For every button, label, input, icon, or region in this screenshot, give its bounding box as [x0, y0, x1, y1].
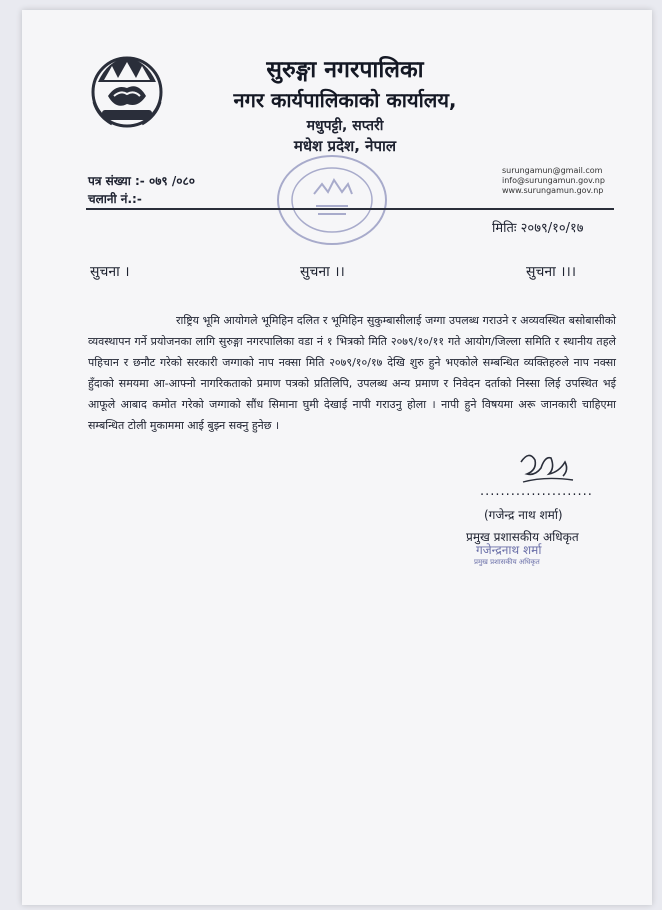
- signatory-name-stamp: गजेन्द्रनाथ शर्मा: [476, 543, 542, 557]
- office-province: मधेश प्रदेश, नेपाल: [293, 137, 397, 155]
- header-divider: [86, 208, 614, 210]
- signatory-name: (गजेन्द्र नाथ शर्मा): [484, 508, 563, 522]
- office-stamp-icon: [272, 150, 392, 250]
- nepal-emblem-icon: [88, 52, 166, 130]
- dispatch-number: चलानी नं.:-: [88, 192, 142, 206]
- office-name: नगर कार्यपालिकाको कार्यालय,: [233, 88, 457, 112]
- notice-body: राष्ट्रिय भूमि आयोगले भूमिहिन दलित र भूमिहिन सुकुम्बासीलाई जग्गा उपलब्ध गराउने र अव्यवस्थित बसोबासीको व्यवस्थापन गर्ने प्रयोजनका लागि सुरुङ्गा नगरपालिका वडा नं १ भित्रको मिति २०७९/१०/११ गते आयोग/जिल्ला समिति र स्थानीय तहले पहिचान र छनौट गरेको सरकारी जग्गाको नाप नक्सा मिति २०७९/१०/१७ देखि शुरु हुने भएकोले सम्बन्धित व्यक्तिहरुले नाप नक्सा हुँदाको समयमा आ-आफ्नो नागरिकताको प्रमाण पत्रको प्रतिलिपि, उपलब्ध अन्य प्रमाण र निवेदन दर्ताको निस्सा लिई उपस्थित भई आफूले आबाद कमोत गरेको जग्गाको सौंध सिमाना घुमी देखाई नापी गराउनु होला । नापी हुने विषयमा अरू जानकारी चाहिएमा सम्बन्धित टोली मुकाममा आई बुझ्न सक्नु हुनेछ ।: [88, 314, 616, 432]
- signatory-title-stamp: प्रमुख प्रशासकीय अधिकृत: [474, 558, 540, 566]
- contact-email-2: info@surungamun.gov.np: [502, 176, 605, 185]
- signature-line: ......................: [480, 484, 593, 499]
- contact-email-1: surungamun@gmail.com: [502, 166, 603, 175]
- letter-number: पत्र संख्या :- ०७९ /०८०: [88, 174, 195, 188]
- notice-heading-3: सुचना ।।।: [526, 264, 577, 280]
- municipality-name: सुरुङ्गा नगरपालिका: [266, 57, 424, 83]
- office-location: मधुपट्टी, सप्तरी: [306, 118, 384, 134]
- signatory-title: प्रमुख प्रशासकीय अधिकृत: [466, 530, 579, 544]
- notice-heading-2: सुचना ।।: [300, 264, 345, 280]
- letter-date: मितिः २०७९/१०/१७: [492, 221, 584, 236]
- notice-heading-1: सुचना ।: [90, 264, 130, 280]
- contact-website: www.surungamun.gov.np: [502, 186, 604, 195]
